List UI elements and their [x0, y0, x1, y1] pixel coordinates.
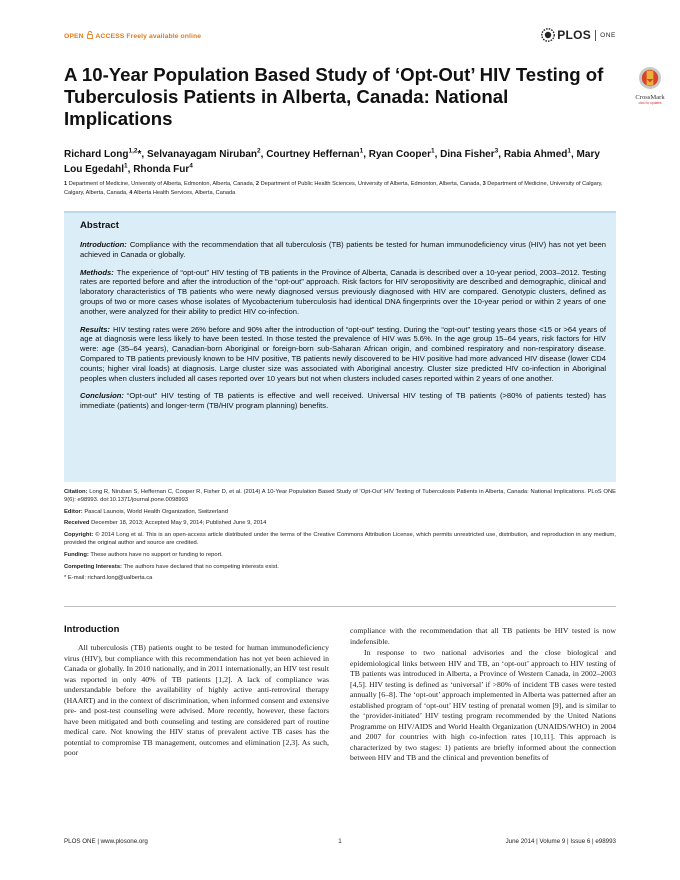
meta-text: Long R, Niruban S, Heffernan C, Cooper R, Fisher D, et al. (2014) A 10-Year Population Based Study of ‘Opt-Out’ HIV Testing of Tuberculosis Patients in Alberta, Canada: National Implications. PLoS ONE 9(6): e98993. doi:10.1371/journal.pone.0098993 [64, 489, 616, 503]
author-affiliation-number: 1,2 [128, 147, 138, 155]
plos-suffix: ONE [600, 31, 616, 39]
corresponding-mark: * [137, 149, 142, 160]
author-affiliation-number: 1 [430, 147, 435, 155]
crossmark-icon [638, 66, 662, 94]
citation-line [64, 489, 616, 505]
plos-brand: PLOS [557, 28, 592, 42]
affiliation-text: Department of Medicine, University of Alberta, Edmonton, Alberta, Canada, [68, 181, 255, 187]
abstract-section-text: The experience of “opt-out” HIV testing of TB patients in the Province of Alberta, Canada is described over a 10-year period, 2003–2012. Testing rates are reported before and after the introduction of the “opt-out” approach. Risk factors for HIV seropositivity are described and demographic, clinical and laboratory characteristics of TB patients who were newly diagnosed versus previously diagnosed with HIV are compared. Genotypic clusters, defined as groups of two or more cases whose isolates of Mycobacterium tuberculosis had identical DNA fingerprints over the 10-year period or within 2 years of one another, were analyzed for their ability to predict HIV co-infection. [80, 267, 606, 316]
email-line[interactable] [64, 575, 616, 583]
affiliation-number: 2 [255, 181, 259, 187]
abstract-section-text: “Opt-out” HIV testing of TB patients is effective and well received. Universal HIV testing of TB patients (>80% of patients tested) has immediate (patients) and longer-term (TB/HIV program planning) benefits. [80, 391, 606, 411]
affiliation-number: 4 [129, 190, 133, 196]
author-name: Mary Lou Egedahl [64, 149, 600, 175]
plos-logo[interactable] [541, 28, 616, 42]
open-access-word: OPEN [64, 33, 84, 40]
intro-paragraph-right-1: compliance with the recommendation that all TB patients be HIV tested is now indefensible. [350, 626, 616, 646]
meta-label: Editor: [64, 508, 83, 515]
meta-text: Pascal Launois, World Health Organization, Switzerland [84, 508, 228, 515]
abstract-section-head: Results: [80, 324, 110, 334]
funding-line [64, 552, 616, 560]
abstract-section-text: Compliance with the recommendation that all tuberculosis (TB) patients be tested for human immunodeficiency virus (HIV) has not yet been achieved in Canada or globally. [80, 240, 606, 259]
abstract-section-head: Introduction: [80, 240, 127, 249]
abstract-section-head: Methods: [80, 267, 114, 277]
journal-header [64, 30, 616, 44]
author-name: Richard Long [64, 149, 129, 160]
copyright-line [64, 532, 616, 548]
abstract-introduction [80, 240, 606, 260]
meta-text: December 18, 2013; Accepted May 9, 2014; Published June 9, 2014 [91, 520, 267, 527]
plos-mark-icon [541, 28, 555, 42]
meta-label: Funding: [64, 551, 89, 558]
intro-paragraph-right-2: In response to two national advisories and the close biological and epidemiological links between HIV and TB, an ‘opt-out’ approach to HIV testing of TB patients was introduced in Alberta, a Province of Western Canada, in 2002–2003 [4,5]. HIV testing is defined as ‘universal’ if >80% of incident TB cases were tested annually [6–8]. The ‘opt-out’ approach implemented in Alberta was patterned after an established program of ‘opt-out’ HIV testing of prenatal women [9], and is similar to the ‘provider-initiated’ HIV testing program recommended by the United Nations Programme on HIV/AIDS and World Health Organization (UNAIDS/WHO) in 2004 and 2007 for countries with high co-infection rates [10,11]. This approach is characterized by two stages: 1) patients are briefly informed about the connection between HIV and TB and the clinical and prevention benefits of [350, 648, 616, 762]
footer-issue: June 2014 | Volume 9 | Issue 6 | e98993 [505, 838, 616, 845]
author [369, 149, 435, 160]
meta-label: Competing Interests: [64, 563, 122, 570]
meta-label: * [64, 575, 67, 582]
open-lock-icon [87, 31, 93, 39]
author [147, 149, 261, 160]
affiliation [129, 190, 235, 196]
page-number: 1 [338, 838, 342, 845]
crossmark-badge[interactable] [632, 66, 668, 105]
open-access-text: ACCESS Freely available online [95, 33, 202, 40]
affiliation-number: 1 [64, 181, 68, 187]
citation-block [64, 489, 616, 587]
affiliation-text: Department of Medicine, University of Calgary, Calgary, Alberta, Canada, [64, 181, 603, 196]
abstract-section-head: Conclusion: [80, 391, 124, 401]
footer-journal[interactable]: PLOS ONE | www.plosone.org [64, 838, 148, 845]
abstract-section-text: HIV testing rates were 26% before and 90% after the introduction of “opt-out” testing. During the “opt-out” testing years those <15 or >64 years of age at diagnosis were less likely to have been tested. In those tested the prevalence of HIV was 5.6%. In the age group 15–64 years, risk factors for HIV were: age (35–64 years), Canadian-born Aboriginal or foreign-born sub-Saharan African origin, and combined respiratory and non-respiratory disease. Compared to TB patients previously known to be HIV positive, TB patients newly discovered to be HIV positive had more advanced HIV disease (lower CD4 counts; higher viral loads) at diagnosis. Large cluster size was associated with Aboriginal ancestry. Cluster size predicted HIV co-infection in Aboriginal peoples when clusters included all cases reported over 10 years but not when clusters included cases reported within 2 years of one another. [80, 324, 606, 383]
abstract-results [80, 325, 606, 384]
abstract-conclusion [80, 391, 606, 411]
author-name: Courtney Heffernan [266, 149, 360, 160]
competing-interests-line [64, 564, 616, 572]
introduction-heading: Introduction [64, 624, 120, 635]
author-name: Selvanayagam Niruban [146, 149, 258, 160]
author-name: Rhonda Fur [133, 164, 190, 175]
abstract-methods [80, 268, 606, 317]
open-access-banner[interactable] [64, 31, 201, 40]
author-affiliation-number: 3 [494, 147, 499, 155]
affiliation-number: 3 [482, 181, 486, 187]
author-list: Richard Long$^{1,2}$*, Selvanayagam Niruban$^2$, Courtney Heffernan$^1$, Ryan Cooper$^1$, Dina Fisher$^3$, Rabia Ahmed$^1$, Mary Lou Egedahl$^1$, Rhonda Fur$^4$ [64, 147, 600, 175]
crossmark-label: CrossMark [635, 94, 665, 101]
meta-text: These authors have no support or funding to report. [90, 551, 223, 558]
abstract-heading: Abstract [80, 220, 119, 231]
page-footer [64, 838, 616, 848]
author-affiliation-number: 1 [567, 147, 571, 155]
author [64, 149, 141, 160]
author-affiliation-number: 2 [257, 147, 261, 155]
author-name: Rabia Ahmed [503, 149, 568, 160]
author-affiliation-number: 4 [189, 162, 193, 170]
section-divider [64, 606, 616, 607]
author [266, 149, 363, 160]
author [440, 149, 498, 160]
affiliation-text: Alberta Health Services, Alberta, Canada [133, 190, 236, 196]
author [504, 149, 571, 160]
author-affiliation-number: 1 [359, 147, 364, 155]
affiliation-list [64, 180, 620, 198]
affiliation-text: Department of Public Health Sciences, University of Alberta, Edmonton, Alberta, Canada, [260, 181, 482, 187]
author-affiliation-number: 1 [124, 162, 128, 170]
dates-line [64, 520, 616, 528]
author-name: Ryan Cooper [368, 149, 431, 160]
meta-label: Copyright: [64, 532, 94, 539]
affiliation [64, 181, 254, 187]
editor-line [64, 509, 616, 517]
meta-text: The authors have declared that no competing interests exist. [123, 563, 279, 570]
meta-label: Received [64, 520, 90, 527]
author [133, 164, 193, 175]
intro-paragraph-left: All tuberculosis (TB) patients ought to be tested for human immunodeficiency virus (HIV), but compliance with this recommendation has not yet been achieved in Canada or globally. In 2010 nationally, and in 2011 internationally, an HIV test result was reported in only 40% of TB patients [1,2]. A lack of compliance was understandable before the availability of highly active anti-retroviral therapy (HAART) and in the context of discrimination, when informed consent and extensive pre- and post-test counseling were advised. More recently, however, these factors have been mitigated and both counseling and testing are considered part of routine medical care. Not knowing the HIV status of prevalent active TB cases has the potential to compromise TB management, outcomes and elimination [2,3]. As such, poor [64, 643, 329, 757]
author-name: Dina Fisher [440, 149, 495, 160]
meta-text: © 2014 Long et al. This is an open-access article distributed under the terms of the Creative Commons Attribution License, which permits unrestricted use, distribution, and reproduction in any medium, provided the original author and source are credited. [64, 532, 616, 546]
meta-text: E-mail: richard.long@ualberta.ca [67, 575, 153, 582]
abstract-box [64, 211, 616, 482]
affiliation [256, 181, 481, 187]
logo-divider [595, 30, 596, 41]
article-title: A 10-Year Population Based Study of ‘Opt-Out’ HIV Testing of Tuberculosis Patients in Alberta, Canada: National Implications [64, 64, 604, 129]
crossmark-sub: click for updates [638, 101, 662, 105]
meta-label: Citation: [64, 489, 88, 495]
